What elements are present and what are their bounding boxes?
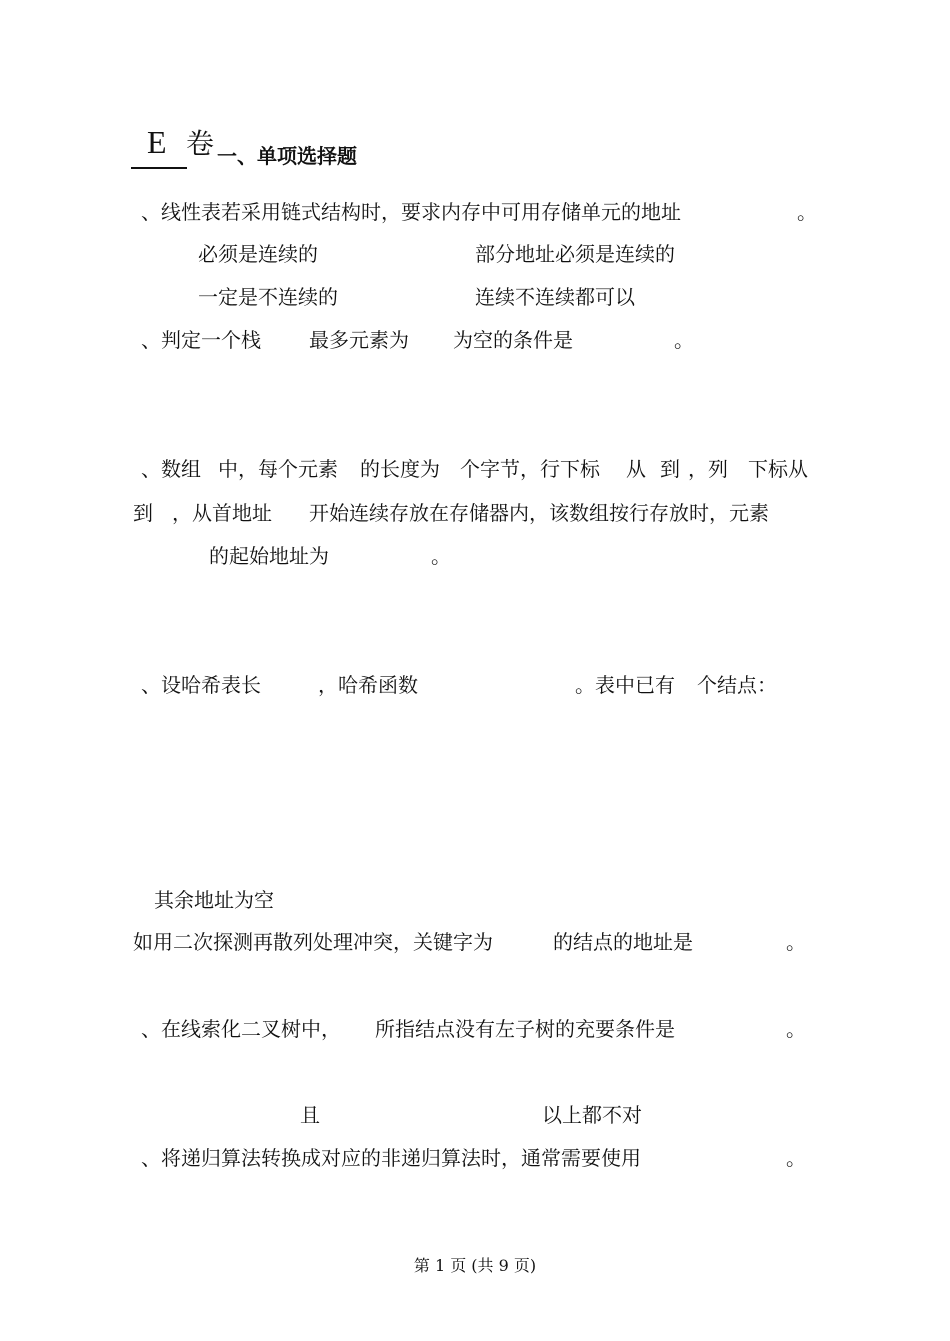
section-title: 一、单项选择题 [217, 144, 357, 168]
q2-part3: 为空的条件是 [453, 328, 573, 352]
q1-stem: 、线性表若采用链式结构时，要求内存中可用存储单元的地址 [141, 200, 681, 224]
q3-end: 。 [431, 544, 451, 568]
q3-line1-a: 、数组 [141, 457, 201, 481]
q3-line3: 的起始地址为 [209, 544, 329, 568]
q3-line1-c: 的长度为 [360, 457, 440, 481]
q3-line1-g: ，列 [688, 457, 728, 481]
q3-line1-f: 到 [660, 457, 680, 481]
q4-part3: 。表中已有 [575, 673, 675, 697]
q1-option-a: 必须是连续的 [198, 242, 318, 266]
q5-part1: 、在线索化二叉树中， [141, 1017, 341, 1041]
q4-ask2: 的结点的地址是 [553, 930, 693, 954]
q1-end: 。 [797, 200, 817, 224]
q4-rest-empty: 其余地址为空 [154, 888, 274, 912]
paper-letter: E [147, 124, 167, 160]
q3-line1-e: 从 [626, 457, 646, 481]
q2-end: 。 [674, 328, 694, 352]
q3-line2-c: 开始连续存放在存储器内，该数组按行存放时，元素 [309, 501, 769, 525]
page-footer: 第 1 页 (共 9 页) [413, 1256, 537, 1275]
q5-option-none: 以上都不对 [542, 1103, 642, 1127]
q1-option-c: 一定是不连续的 [198, 285, 338, 309]
q3-line1-h: 下标从 [748, 457, 808, 481]
q1-option-d: 连续不连续都可以 [475, 285, 635, 309]
q5-end: 。 [786, 1017, 806, 1041]
q3-line1-d: 个字节，行下标 [460, 457, 600, 481]
q5-part2: 所指结点没有左子树的充要条件是 [375, 1017, 675, 1041]
q3-line2-a: 到 [133, 501, 153, 525]
q2-part1: 、判定一个栈 [141, 328, 261, 352]
q5-option-qie: 且 [300, 1103, 320, 1127]
q4-part4: 个结点： [697, 673, 777, 697]
q4-ask: 如用二次探测再散列处理冲突，关键字为 [133, 930, 493, 954]
q1-option-b: 部分地址必须是连续的 [475, 242, 675, 266]
q3-line1-b: 中，每个元素 [218, 457, 338, 481]
q4-part1: 、设哈希表长 [141, 673, 261, 697]
title-underline [131, 167, 187, 169]
q6-stem: 、将递归算法转换成对应的非递归算法时，通常需要使用 [141, 1146, 641, 1170]
q3-line2-b: ，从首地址 [172, 501, 272, 525]
q4-end: 。 [786, 930, 806, 954]
q6-end: 。 [786, 1146, 806, 1170]
q2-part2: 最多元素为 [309, 328, 409, 352]
q4-part2: ，哈希函数 [318, 673, 418, 697]
paper-suffix: 卷 [186, 127, 215, 160]
